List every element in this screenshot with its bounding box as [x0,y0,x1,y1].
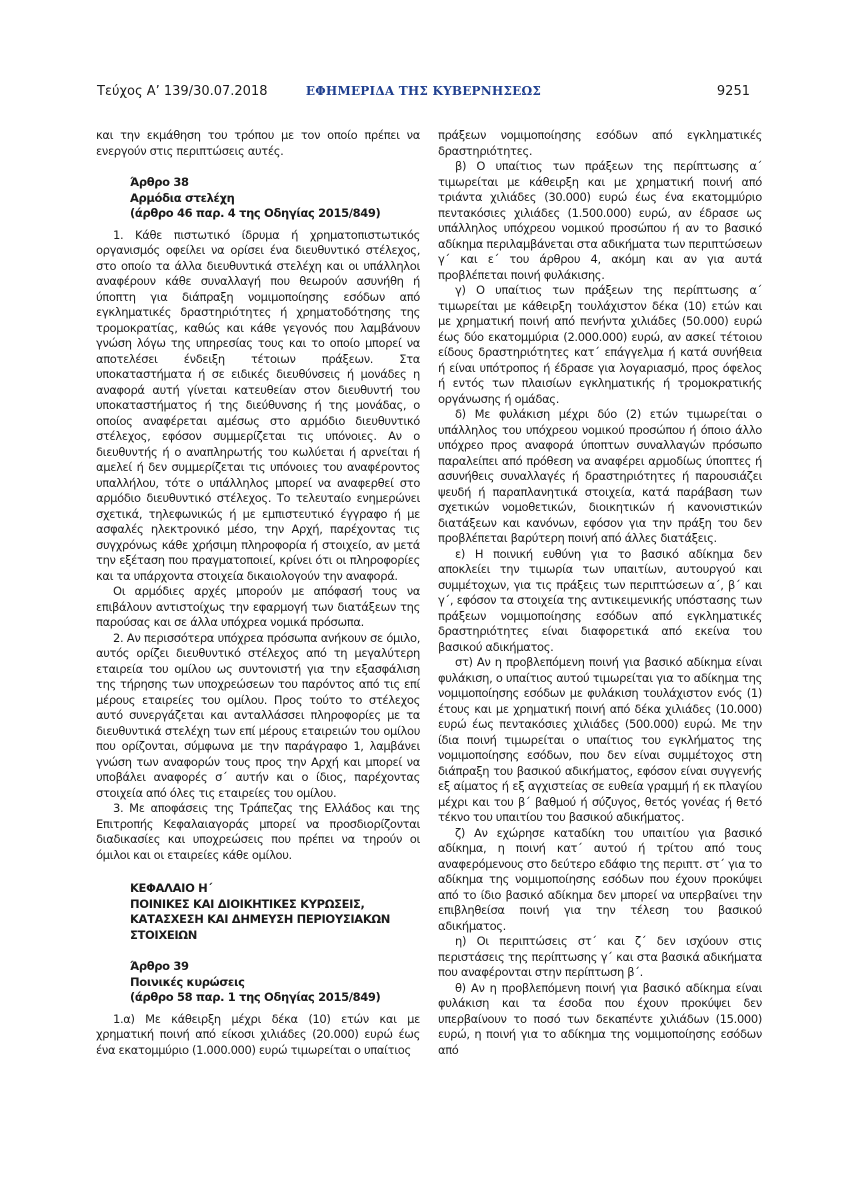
right-column [438,128,762,1058]
chapter-number: ΚΕΦΑΛΑΙΟ Η΄ [130,881,213,895]
paragraph: δ) Με φυλάκιση μέχρι δύο (2) ετών τιμωρείται ο υπάλληλος του υπόχρεου νομικού προσώπου ή όποιο άλλο υπόχρεο προς αναφορά ύποπτων συναλλαγών πρόσωπο παραλείπει από πρόθεση να αναφέρει αρμοδίως ύποπτες ή ασυνήθεις συναλλαγές ή δραστηριότητες ή παρουσιάζει ψευδή ή παραπλανητικά στοιχεία, κατά παράβαση των σχετικών νομοθετικών, διοικητικών ή κανονιστικών διατάξεων και κανόνων, εφόσον για την πράξη του δεν προβλέπεται βαρύτερη ποινή από άλλες διατάξεις. [438,407,762,545]
article-reference: (άρθρο 46 παρ. 4 της Οδηγίας 2015/849) [130,206,381,220]
paragraph: 1.α) Με κάθειρξη μέχρι δέκα (10) ετών και με χρηματική ποινή από είκοσι χιλιάδες (20.000) ευρώ έως ένα εκατομμύριο (1.000.000) ευρώ τιμωρείται ο υπαίτιος [96,1011,420,1057]
paragraph: θ) Αν η προβλεπόμενη ποινή για βασικό αδίκημα είναι φυλάκιση και τα έσοδα που έχουν προκύψει δεν υπερβαίνουν το ποσό των δεκαπέντε χιλιάδων (15.000) ευρώ, η ποινή για το αδίκημα της νομιμοποίησης εσόδων από [438,980,762,1057]
paragraph: η) Οι περιπτώσεις στ΄ και ζ΄ δεν ισχύουν στις περιστάσεις της περίπτωσης γ΄ και στα βασικά αδικήματα που αναφέρονται στην περίπτωση β΄. [438,934,762,979]
left-column [96,128,420,1058]
paragraph: και την εκμάθηση του τρόπου με τον οποίο πρέπει να ενεργούν στις περιπτώσεις αυτές. [96,128,420,158]
article-39-heading [130,959,420,1006]
paragraph: 1. Κάθε πιστωτικό ίδρυμα ή χρηματοπιστωτικός οργανισμός οφείλει να ορίσει ένα διευθυντικό στέλεχος, στο οποίο τα άλλα διευθυντικά στελέχη και οι υπάλληλοι αναφέρουν κάθε συναλλαγή που θεωρούν ασυνήθη ή ύποπτη για διάπραξη νομιμοποίησης εσόδων από εγκληματικές δραστηριότητες ή χρηματοδότησης της τρομοκρατίας, καθώς και κάθε γεγονός που λαμβάνουν γνώση λόγω της υπηρεσίας τους και το οποίο μπορεί να αποτελέσει ένδειξη τέτοιων πράξεων. Στα υποκαταστήματα ή σε ειδικές διευθύνσεις ή μονάδες η αναφορά αυτή γίνεται κατευθείαν στον διευθυντή του υποκαταστήματος ή της διεύθυνσης ή της μονάδας, ο οποίος αναφέρεται αμέσως στο αρμόδιο διευθυντικό στέλεχος, εφόσον συμμερίζεται τις υπόνοιες. Αν ο διευθυντής ή ο αναπληρωτής του κωλύεται ή αρνείται ή αμελεί ή δεν συμμερίζεται τις υπόνοιες του αναφέροντος υπαλλήλου, τότε ο υπάλληλος μπορεί να αναφερθεί στο αρμόδιο διευθυντικό στέλεχος. Το τελευταίο ενημερώνει σχετικά, τηλεφωνικώς ή με εμπιστευτικό έγγραφο ή με ασφαλές ηλεκτρονικό μέσο, την Αρχή, παρέχοντας τις συγχρόνως κάθε χρήσιμη πληροφορία ή στοιχείο, αν μετά την εξέταση που πραγματοποιεί, κρίνει ότι οι πληροφορίες και τα υπάρχοντα στοιχεία δικαιολογούν την αναφορά. [96,227,420,583]
paragraph: Οι αρμόδιες αρχές μπορούν με απόφασή τους να επιβάλουν αντιστοίχως την εφαρμογή των διατάξεων της παρούσας και σε άλλα υπόχρεα νομικά πρόσωπα. [96,584,420,629]
paragraph: γ) Ο υπαίτιος των πράξεων της περίπτωσης α΄ τιμωρείται με κάθειρξη τουλάχιστον δέκα (10) ετών και με χρηματική ποινή από πενήντα χιλιάδες (50.000) ευρώ έως δύο εκατομμύρια (2.000.000) ευρώ, αν ασκεί τέτοιου είδους δραστηριότητες κατ΄ επάγγελμα ή κατά συνήθεια ή είναι υπότροπος ή έδρασε για λογαριασμό, προς όφελος ή εντός των πλαισίων εγκληματικής ή τρομοκρατικής οργάνωσης ή ομάδας. [438,283,762,406]
page-number: 9251 [716,84,750,99]
article-title: Αρμόδια στελέχη [130,190,235,205]
paragraph: 3. Με αποφάσεις της Τράπεζας της Ελλάδος και της Επιτροπής Κεφαλαιαγοράς μπορεί να προσδιορίζονται διαδικασίες και υποχρεώσεις που πρέπει να τηρούν οι όμιλοι και οι εταιρείες κάθε ομίλου. [96,801,420,862]
article-reference: (άρθρο 58 παρ. 1 της Οδηγίας 2015/849) [130,990,381,1004]
paragraph: ε) Η ποινική ευθύνη για το βασικό αδίκημα δεν αποκλείει την τιμωρία των υπαιτίων, αυτουργού και συμμέτοχων, για τις πράξεις των περιπτώσεων α΄, β΄ και γ΄, εφόσον τα στοιχεία της αντικειμενικής υπόστασης των πράξεων νομιμοποίησης εσόδων από εγκληματικές δραστηριότητες είναι διαφορετικά από εκείνα του βασικού αδικήματος. [438,546,762,654]
paragraph: στ) Αν η προβλεπόμενη ποινή για βασικό αδίκημα είναι φυλάκιση, ο υπαίτιος αυτού τιμωρείται για το αδίκημα της νομιμοποίησης εσόδων με φυλάκιση τουλάχιστον ενός (1) έτους και με χρηματική ποινή από δέκα χιλιάδες (10.000) ευρώ έως πεντακόσιες χιλιάδες (500.000) ευρώ. Με την ίδια ποινή τιμωρείται ο υπαίτιος του εγκλήματος της νομιμοποίησης εσόδων, που δεν είναι συμμέτοχος στη διάπραξη του βασικού αδικήματος, εφόσον είναι συγγενής εξ αίματος ή εξ αγχιστείας σε ευθεία γραμμή ή εκ πλαγίου μέχρι και του β΄ βαθμού ή σύζυγος, θετός γονέας ή θετό τέκνο του υπαιτίου του βασικού αδικήματος. [438,655,762,824]
chapter-heading [130,881,420,943]
paragraph: ζ) Αν εχώρησε καταδίκη του υπαιτίου για βασικό αδίκημα, η ποινή κατ΄ αυτού ή τρίτου από τους αναφερόμενους στο δεύτερο εδάφιο της περιπτ. στ΄ για το αδίκημα της νομιμοποίησης εσόδων που έχουν προκύψει από το ίδιο βασικό αδίκημα δεν μπορεί να υπερβαίνει την επιβληθείσα ποινή για την τέλεση του βασικού αδικήματος. [438,825,762,933]
article-number: Άρθρο 39 [130,959,189,973]
article-title: Ποινικές κυρώσεις [130,974,245,989]
paragraph: 2. Αν περισσότερα υπόχρεα πρόσωπα ανήκουν σε όμιλο, αυτός ορίζει διευθυντικό στέλεχος από τη μεγαλύτερη εταιρεία του ομίλου ως συντονιστή για την εξασφάλιση της τήρησης των υποχρεώσεων του παρόντος από τις επί μέρους εταιρείες του ομίλου. Προς τούτο το στέλεχος αυτό συνεργάζεται και ανταλλάσσει πληροφορίες με τα διευθυντικά στελέχη των επί μέρους εταιρειών του ομίλου που ορίζονται, σύμφωνα με την παράγραφο 1, λαμβάνει γνώση των αναφορών τους προς την Αρχή και μπορεί να υποβάλει αναφορές σ΄ αυτήν και ο ίδιος, παρέχοντας στοιχεία από όλες τις εταιρείες του ομίλου. [96,630,420,800]
gazette-title: ΕΦΗΜΕΡΙΔΑ ΤΗΣ ΚΥΒΕΡΝΗΣΕΩΣ [305,84,542,98]
chapter-title: ΠΟΙΝΙΚΕΣ ΚΑΙ ΔΙΟΙΚΗΤΙΚΕΣ ΚΥΡΩΣΕΙΣ, ΚΑΤΑΣΧΕΣΗ ΚΑΙ ΔΗΜΕΥΣΗ ΠΕΡΙΟΥΣΙΑΚΩΝ ΣΤΟΙΧΕΙΩΝ [130,896,391,942]
article-38-heading [130,175,420,222]
article-number: Άρθρο 38 [130,175,189,189]
running-header [97,84,750,106]
issue-label: Τεύχος Α’ 139/30.07.2018 [97,84,268,99]
paragraph: πράξεων νομιμοποίησης εσόδων από εγκληματικές δραστηριότητες. [438,128,762,158]
paragraph: β) Ο υπαίτιος των πράξεων της περίπτωσης α΄ τιμωρείται με κάθειρξη και με χρηματική ποινή από τριάντα χιλιάδες (30.000) ευρώ έως ένα εκατομμύριο πεντακόσιες χιλιάδες (1.500.000) ευρώ, αν έδρασε ως υπάλληλος υπόχρεου νομικού προσώπου ή αν το βασικό αδίκημα περιλαμβάνεται στα αδικήματα των περιπτώσεων γ΄ και ε΄ του άρθρου 4, ακόμη και αν για αυτά προβλέπεται ποινή φυλάκισης. [438,159,762,282]
